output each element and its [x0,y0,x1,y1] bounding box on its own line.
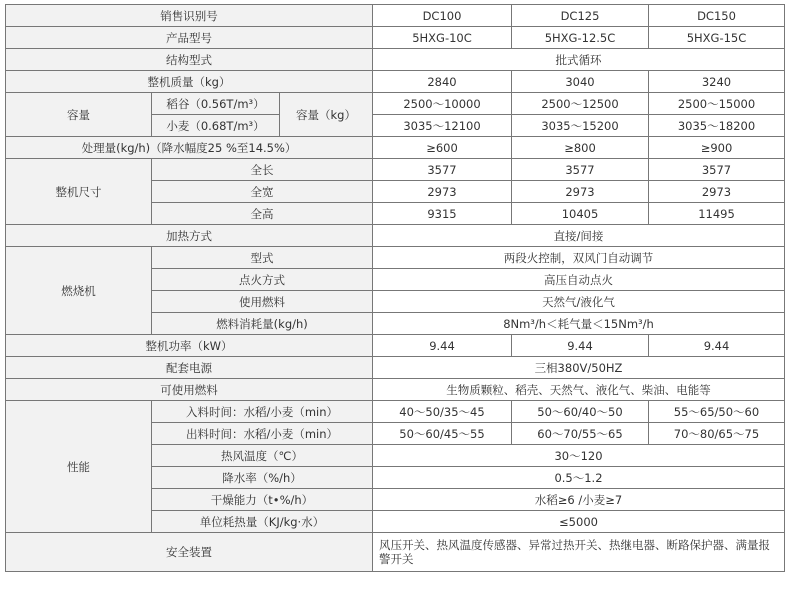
table-row [6,379,785,401]
sub-label: 小麦（0.68T/m³） [152,115,280,137]
cell-value: 2500～15000 [649,93,785,115]
cell-value: 9315 [373,203,512,225]
table-row [6,5,785,27]
spec-table [5,4,785,572]
cell-value: ≥800 [512,137,649,159]
sub-label: 单位耗热量（KJ/kg·水） [152,511,373,533]
group-label-performance: 性能 [6,401,152,533]
cell-value: DC100 [373,5,512,27]
cell-value: 9.44 [649,335,785,357]
sub-label: 热风温度（℃） [152,445,373,467]
cell-value: 10405 [512,203,649,225]
cell-value: 2973 [649,181,785,203]
table-row [6,137,785,159]
table-row [6,27,785,49]
sub-label: 全长 [152,159,373,181]
cell-value: 3035～12100 [373,115,512,137]
table-row [6,93,785,115]
row-label: 结构型式 [6,49,373,71]
unit-label: 容量（kg） [280,93,373,137]
row-label: 整机质量（kg） [6,71,373,93]
cell-value: 高压自动点火 [373,269,785,291]
cell-value: 批式循环 [373,49,785,71]
cell-value: ≥900 [649,137,785,159]
group-label-capacity: 容量 [6,93,152,137]
group-label-burner: 燃烧机 [6,247,152,335]
group-label-dimensions: 整机尺寸 [6,159,152,225]
row-label: 配套电源 [6,357,373,379]
sub-label: 降水率（%/h） [152,467,373,489]
table-row [6,49,785,71]
sub-label: 全高 [152,203,373,225]
row-label: 销售识别号 [6,5,373,27]
cell-value: 三相380V/50HZ [373,357,785,379]
table-row [6,225,785,247]
table-row [6,159,785,181]
sub-label: 使用燃料 [152,291,373,313]
cell-value: 9.44 [373,335,512,357]
table-row [6,71,785,93]
cell-value: 8Nm³/h＜耗气量＜15Nm³/h [373,313,785,335]
row-label: 安全装置 [6,533,373,572]
cell-value: 11495 [649,203,785,225]
cell-value: 9.44 [512,335,649,357]
sub-label: 点火方式 [152,269,373,291]
cell-value: 0.5～1.2 [373,467,785,489]
cell-value: ≤5000 [373,511,785,533]
row-label: 可使用燃料 [6,379,373,401]
cell-value: 5HXG-12.5C [512,27,649,49]
table-row [6,335,785,357]
cell-value: 3577 [512,159,649,181]
table-row [6,357,785,379]
cell-value: 生物质颗粒、稻壳、天然气、液化气、柴油、电能等 [373,379,785,401]
sub-label: 燃料消耗量(kg/h) [152,313,373,335]
cell-value: 30～120 [373,445,785,467]
cell-value: 3240 [649,71,785,93]
table-row [6,247,785,269]
cell-value: 2973 [373,181,512,203]
cell-value: DC150 [649,5,785,27]
cell-value: 70～80/65～75 [649,423,785,445]
cell-value: 风压开关、热风温度传感器、异常过热开关、热继电器、断路保护器、满量报警开关 [373,533,785,572]
cell-value: 5HXG-10C [373,27,512,49]
row-label: 产品型号 [6,27,373,49]
cell-value: 水稻≥6 /小麦≥7 [373,489,785,511]
cell-value: 40～50/35～45 [373,401,512,423]
cell-value: 3035～15200 [512,115,649,137]
cell-value: 3577 [649,159,785,181]
row-label: 整机功率（kW） [6,335,373,357]
cell-value: 3035～18200 [649,115,785,137]
cell-value: ≥600 [373,137,512,159]
sub-label: 入料时间：水稻/小麦（min） [152,401,373,423]
cell-value: 5HXG-15C [649,27,785,49]
sub-label: 型式 [152,247,373,269]
table-row [6,533,785,572]
cell-value: 两段火控制，双风门自动调节 [373,247,785,269]
cell-value: 2500～12500 [512,93,649,115]
sub-label: 全宽 [152,181,373,203]
cell-value: 50～60/40～50 [512,401,649,423]
cell-value: 2840 [373,71,512,93]
cell-value: 50～60/45～55 [373,423,512,445]
cell-value: 天然气/液化气 [373,291,785,313]
cell-value: 55～65/50～60 [649,401,785,423]
row-label: 处理量(kg/h)（降水幅度25 %至14.5%） [6,137,373,159]
table-row [6,401,785,423]
cell-value: 2500～10000 [373,93,512,115]
sub-label: 稻谷（0.56T/m³） [152,93,280,115]
cell-value: DC125 [512,5,649,27]
sub-label: 出料时间：水稻/小麦（min） [152,423,373,445]
sub-label: 干燥能力（t•%/h） [152,489,373,511]
cell-value: 3040 [512,71,649,93]
cell-value: 3577 [373,159,512,181]
cell-value: 2973 [512,181,649,203]
cell-value: 直接/间接 [373,225,785,247]
row-label: 加热方式 [6,225,373,247]
cell-value: 60～70/55～65 [512,423,649,445]
